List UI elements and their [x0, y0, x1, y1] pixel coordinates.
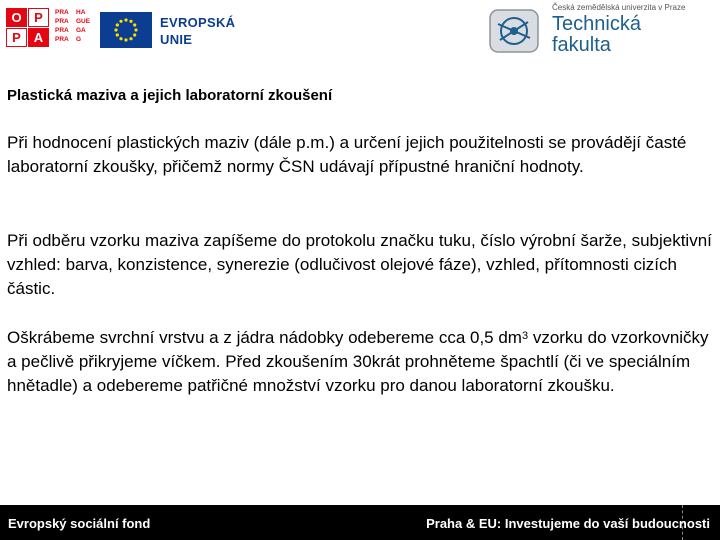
- praha-cell: PRA: [55, 17, 74, 26]
- footer: [0, 505, 720, 540]
- paragraph-1: Při hodnocení plastických maziv (dále p.m.) a určení jejich použitelnosti se provádějí časté laboratorní zkoušky, přičemž normy ČSN udávají přípustné hraniční hodnoty.: [7, 133, 687, 176]
- footer-left-text: Evropský sociální fond: [8, 516, 151, 531]
- paragraph-2: Při odběru vzorku maziva zapíšeme do protokolu značku tuku, číslo výrobní šarže, subjektivní vzhled: barva, konzistence, synerezie (odlučivost olejové fáze), vzhled, přítomnosti cizích částic.: [7, 231, 712, 298]
- footer-right-text: Praha & EU: Investujeme do vaší budoucnosti: [426, 516, 710, 531]
- opp-letter-a: A: [28, 28, 49, 47]
- praha-cell: PRA: [55, 8, 74, 17]
- university-name: Česká zemědělská univerzita v Praze: [552, 3, 686, 12]
- eu-label-line2: UNIE: [160, 32, 193, 47]
- technical-faculty-emblem-icon: [484, 6, 544, 56]
- opp-letters: [6, 8, 49, 47]
- paragraph-3-part1: Oškrábeme svrchní vrstvu a z jádra nádobky odebereme cca 0,5 dm: [7, 328, 522, 347]
- paragraph-3: [7, 326, 713, 398]
- opp-letter-p2: P: [6, 28, 27, 47]
- faculty-name-line2: fakulta: [552, 34, 611, 56]
- praha-cell: G: [76, 35, 95, 44]
- faculty-name-line1: Technická: [552, 13, 641, 35]
- praha-cell: PRA: [55, 35, 74, 44]
- slide-title: Plastická maziva a jejich laboratorní zkoušení: [7, 87, 333, 104]
- praha-grid: [55, 8, 95, 47]
- opp-praha-logo: [6, 8, 95, 47]
- eu-flag-icon: [100, 12, 152, 48]
- paragraph-3-part2: vzorku do vzorkovničky a pečlivě přikryjeme víčkem. Před zkoušením 30krát prohněteme špachtlí (či ve speciálním hnětadle) a odebereme patřičné množství vzorku pro danou laboratorní zkoušku.: [7, 328, 709, 395]
- praha-cell: GUE: [76, 17, 95, 26]
- eu-label-line1: EVROPSKÁ: [160, 15, 236, 30]
- faculty-name: [552, 14, 641, 56]
- opp-letter-o: O: [6, 8, 27, 27]
- praha-cell: GA: [76, 26, 95, 35]
- opp-letter-p1: P: [28, 8, 49, 27]
- cubic-superscript: 3: [521, 330, 529, 342]
- praha-cell: HA: [76, 8, 95, 17]
- eu-label: [160, 14, 235, 48]
- header: [0, 0, 720, 62]
- praha-cell: PRA: [55, 26, 74, 35]
